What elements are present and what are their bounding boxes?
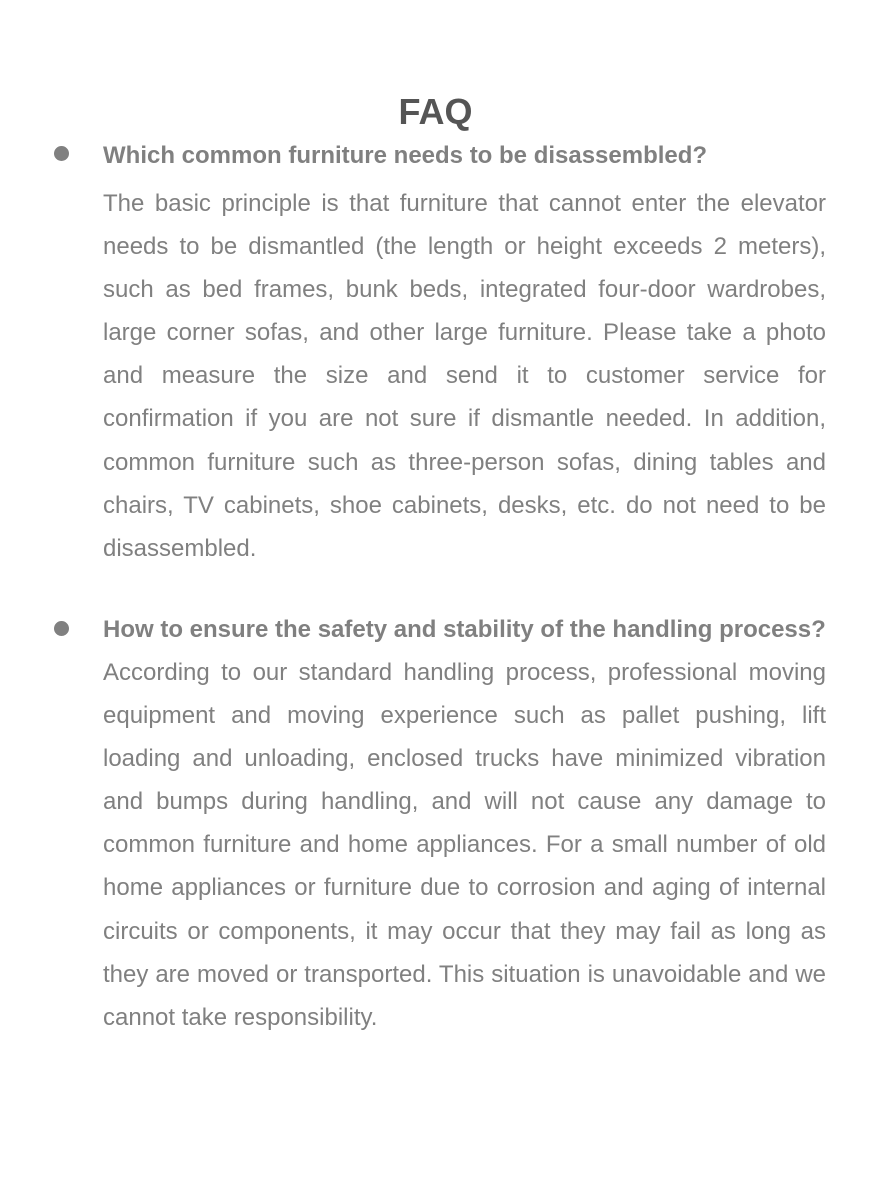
faq-content: [103, 134, 826, 570]
page-title: FAQ: [398, 91, 473, 133]
bullet-icon: [54, 621, 69, 636]
faq-question: Which common furniture needs to be disassembled?: [103, 142, 708, 169]
faq-answer: According to our standard handling process, professional moving equipment and moving experience such as pallet pushing, lift loading and unloading, enclosed trucks have minimized vibration and bumps during handling, and will not cause any damage to common furniture and home appliances. For a small number of old home appliances or furniture due to corrosion and aging of internal circuits or components, it may occur that they may fail as long as they are moved or transported. This situation is unavoidable and we cannot take responsibility.: [103, 659, 826, 1031]
faq-content: [103, 608, 826, 1039]
bullet-icon: [54, 146, 69, 161]
faq-answer: The basic principle is that furniture that cannot enter the elevator needs to be dismantled (the length or height exceeds 2 meters), such as bed frames, bunk beds, integrated four-door wardrobes, large corner sofas, and other large furniture. Please take a photo and measure the size and send it to customer service for confirmation if you are not sure if dismantle needed. In addition, common furniture such as three-person sofas, dining tables and chairs, TV cabinets, shoe cabinets, desks, etc. do not need to be disassembled.: [103, 190, 826, 562]
faq-question: How to ensure the safety and stability of the handling process?: [103, 616, 826, 643]
